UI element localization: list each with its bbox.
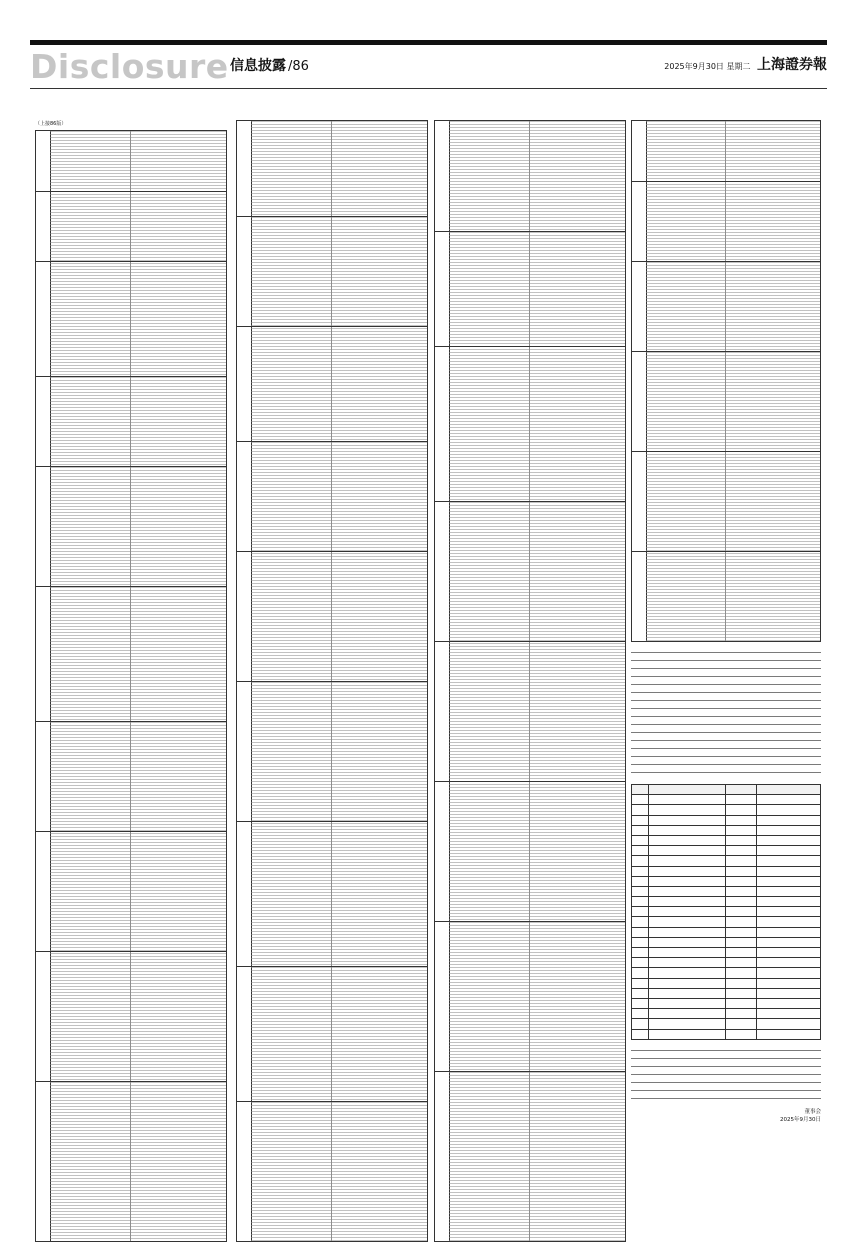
table-row bbox=[632, 826, 820, 836]
table-row bbox=[632, 1009, 820, 1019]
table-header-row bbox=[632, 785, 820, 795]
column-3 bbox=[434, 120, 626, 1248]
table-row bbox=[632, 1019, 820, 1029]
row-divider bbox=[36, 721, 226, 722]
row-divider bbox=[632, 451, 820, 452]
row-number-column bbox=[632, 121, 647, 641]
row-divider bbox=[237, 821, 427, 822]
row-divider bbox=[36, 466, 226, 467]
row-divider bbox=[435, 921, 625, 922]
row-divider bbox=[237, 441, 427, 442]
table-row bbox=[632, 805, 820, 815]
column-2 bbox=[236, 120, 428, 1248]
column-4 bbox=[631, 120, 821, 1248]
table-row bbox=[632, 856, 820, 866]
row-divider bbox=[36, 831, 226, 832]
row-divider bbox=[237, 966, 427, 967]
row-divider bbox=[435, 781, 625, 782]
original-text-column bbox=[449, 121, 530, 1241]
revised-text-column bbox=[530, 121, 625, 1241]
page-number: /86 bbox=[288, 59, 309, 74]
table-row bbox=[632, 948, 820, 958]
amendment-table-2 bbox=[236, 120, 428, 1242]
row-divider bbox=[632, 261, 820, 262]
table-row bbox=[632, 928, 820, 938]
row-divider bbox=[237, 326, 427, 327]
row-divider bbox=[36, 1081, 226, 1082]
original-text-column bbox=[50, 131, 131, 1241]
amendment-table-3 bbox=[434, 120, 626, 1242]
table-row bbox=[632, 897, 820, 907]
table-row bbox=[632, 846, 820, 856]
table-row bbox=[632, 989, 820, 999]
table-row bbox=[632, 836, 820, 846]
rules-summary-table bbox=[631, 784, 821, 1040]
table-row bbox=[632, 795, 820, 805]
dateline bbox=[664, 58, 827, 74]
row-number-column bbox=[36, 131, 51, 1241]
continuation-tag: （上接86版） bbox=[35, 121, 67, 127]
table-row bbox=[632, 938, 820, 948]
row-divider bbox=[435, 1071, 625, 1072]
table-row bbox=[632, 907, 820, 917]
row-divider bbox=[36, 191, 226, 192]
row-divider bbox=[237, 216, 427, 217]
row-divider bbox=[435, 641, 625, 642]
row-divider bbox=[237, 681, 427, 682]
table-row bbox=[632, 999, 820, 1009]
table-row bbox=[632, 887, 820, 897]
table-row bbox=[632, 877, 820, 887]
newspaper-name: 上海證券報 bbox=[757, 57, 827, 73]
signoff-date: 2025年9月30日 bbox=[780, 1116, 821, 1123]
issue-date: 2025年9月30日 星期二 bbox=[664, 62, 751, 71]
row-divider bbox=[36, 376, 226, 377]
row-number-column bbox=[435, 121, 450, 1241]
column-1 bbox=[35, 120, 227, 1248]
row-divider bbox=[237, 551, 427, 552]
row-divider bbox=[632, 551, 820, 552]
original-text-column bbox=[646, 121, 726, 641]
signoff bbox=[631, 1108, 821, 1124]
brand-wordmark: Disclosure bbox=[30, 47, 229, 86]
table-row bbox=[632, 816, 820, 826]
row-divider bbox=[632, 181, 820, 182]
row-divider bbox=[36, 586, 226, 587]
revised-text-column bbox=[131, 131, 226, 1241]
explanation-paragraph bbox=[631, 650, 821, 778]
table-row bbox=[632, 1030, 820, 1039]
masthead bbox=[30, 46, 827, 86]
header-divider bbox=[30, 88, 827, 89]
amendment-table-4 bbox=[631, 120, 821, 642]
table-row bbox=[632, 917, 820, 927]
row-divider bbox=[36, 951, 226, 952]
table-row bbox=[632, 968, 820, 978]
signoff-company: 董事会 bbox=[804, 1108, 821, 1115]
section-name: 信息披露 bbox=[230, 58, 286, 74]
top-rule bbox=[30, 40, 827, 45]
row-divider bbox=[435, 231, 625, 232]
row-divider bbox=[632, 351, 820, 352]
table-row bbox=[632, 979, 820, 989]
revised-text-column bbox=[726, 121, 820, 641]
row-divider bbox=[435, 346, 625, 347]
row-divider bbox=[435, 501, 625, 502]
table-row bbox=[632, 958, 820, 968]
row-divider bbox=[36, 261, 226, 262]
table-row bbox=[632, 867, 820, 877]
row-divider bbox=[237, 1101, 427, 1102]
closing-paragraph bbox=[631, 1048, 821, 1104]
section-title bbox=[230, 56, 309, 77]
amendment-table-1 bbox=[35, 130, 227, 1242]
